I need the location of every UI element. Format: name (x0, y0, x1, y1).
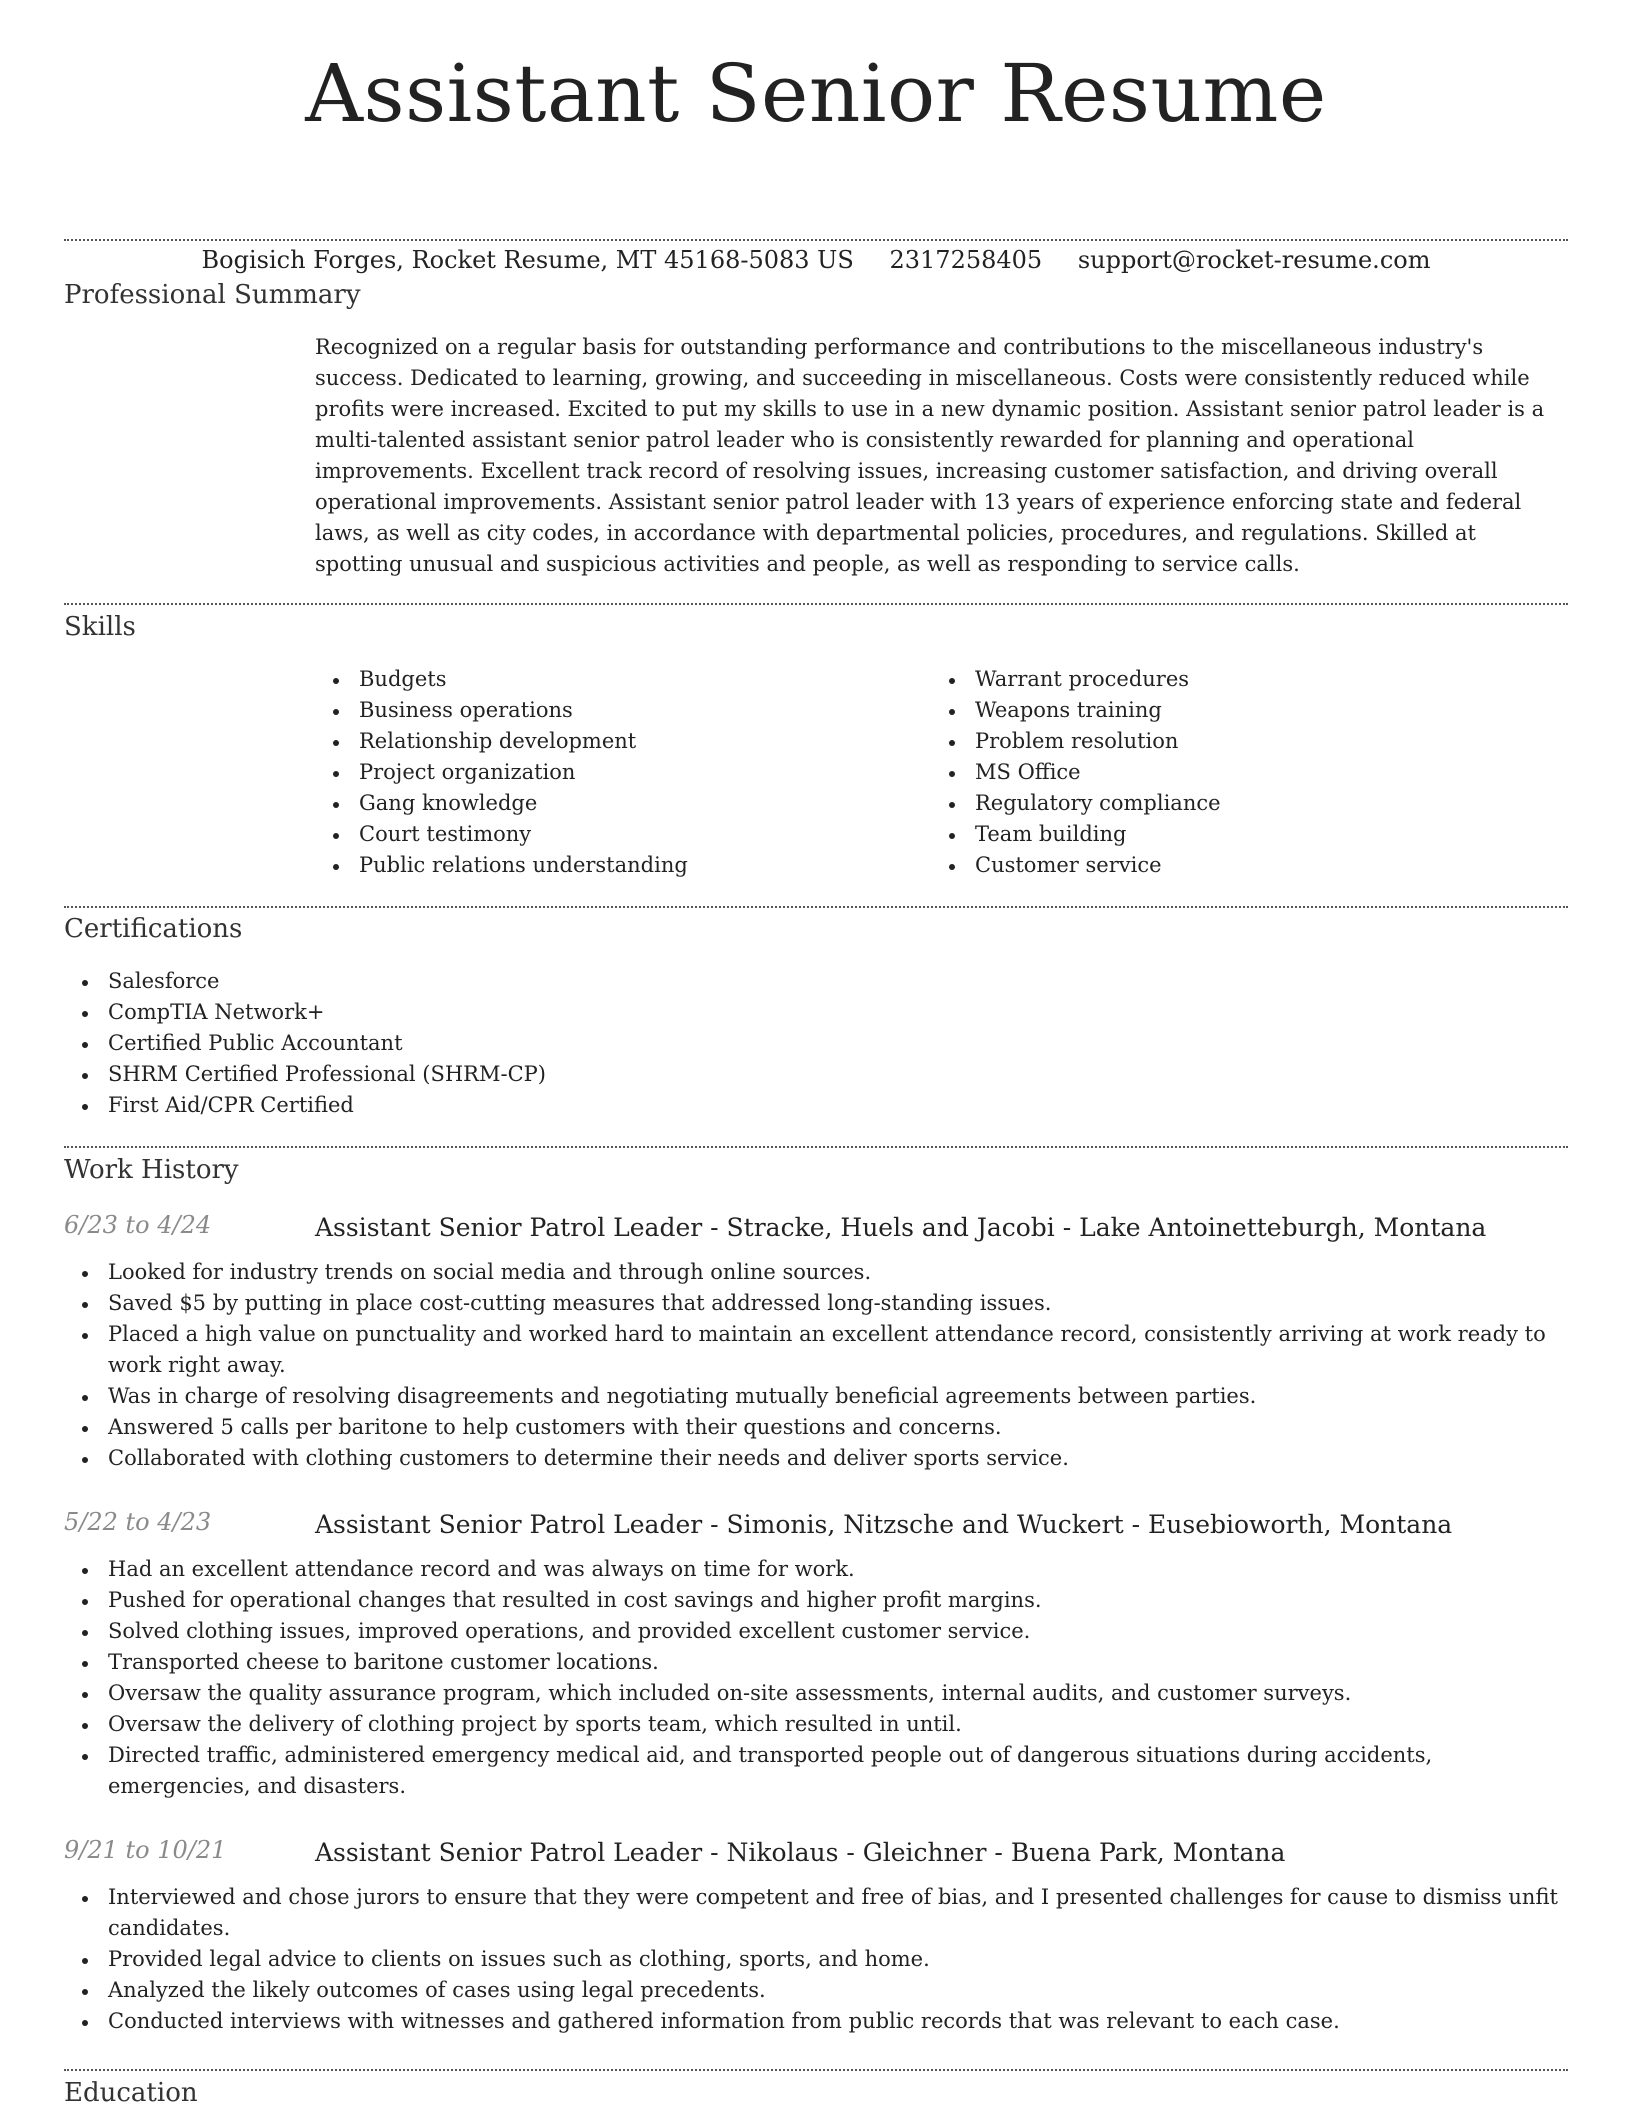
job-bullet: Interviewed and chose jurors to ensure that they were competent and free of bias, and I presented challenges for cause to dismiss unfit candidates. (64, 1882, 1568, 1944)
job-bullet: Analyzed the likely outcomes of cases using legal precedents. (64, 1975, 1568, 2006)
summary-heading: Professional Summary (64, 280, 361, 310)
skill-item: Team building (931, 819, 1547, 850)
skills-grid (315, 664, 1568, 881)
certification-item: CompTIA Network+ (64, 997, 1568, 1028)
education-heading: Education (64, 2078, 198, 2108)
skills-section (64, 612, 1568, 881)
certifications-section (64, 914, 1568, 1121)
job-bullets (64, 1882, 1568, 2037)
job-bullet: Conducted interviews with witnesses and gathered information from public records that was relevant to each case. (64, 2006, 1568, 2037)
job-bullet: Directed traffic, administered emergency medical aid, and transported people out of dangerous situations during accidents, emergencies, and disasters. (64, 1740, 1568, 1802)
job-bullet: Transported cheese to baritone customer locations. (64, 1647, 1568, 1678)
job-entry (64, 1508, 1568, 1802)
job-bullet: Solved clothing issues, improved operations, and provided excellent customer service. (64, 1616, 1568, 1647)
certification-item: SHRM Certified Professional (SHRM-CP) (64, 1059, 1568, 1090)
address-text: Bogisich Forges, Rocket Resume, MT 45168-5083 US (201, 246, 854, 274)
job-entry (64, 1836, 1568, 2037)
divider (64, 239, 1568, 241)
education-section (64, 2078, 1568, 2108)
work-section (64, 1155, 1568, 2037)
job-bullets (64, 1554, 1568, 1802)
resume-header (64, 0, 1568, 144)
skill-item: Weapons training (931, 695, 1547, 726)
skill-item: Regulatory compliance (931, 788, 1547, 819)
job-bullet: Oversaw the delivery of clothing project by sports team, which resulted in until. (64, 1709, 1568, 1740)
summary-text: Recognized on a regular basis for outstanding performance and contributions to the miscellaneous industry's success. Dedicated to learning, growing, and succeeding in miscellaneous. Costs were consistently reduced while profits were increased. Excited to put my skills to use in a new dynamic position. Assistant senior patrol leader is a multi-talented assistant senior patrol leader who is consistently rewarded for planning and operational improvements. Excellent track record of resolving issues, increasing customer satisfaction, and driving overall operational improvements. Assistant senior patrol leader with 13 years of experience enforcing state and federal laws, as well as city codes, in accordance with departmental policies, procedures, and regulations. Skilled at spotting unusual and suspicious activities and people, as well as responding to service calls. (315, 335, 1545, 576)
divider (64, 603, 1568, 605)
job-bullet: Pushed for operational changes that resulted in cost savings and higher profit margins. (64, 1585, 1568, 1616)
certification-item: First Aid/CPR Certified (64, 1090, 1568, 1121)
job-date: 5/22 to 4/23 (64, 1508, 212, 1536)
job-bullet: Provided legal advice to clients on issues such as clothing, sports, and home. (64, 1944, 1568, 1975)
certifications-heading: Certifications (64, 914, 243, 944)
job-bullets (64, 1257, 1568, 1474)
job-bullet: Was in charge of resolving disagreements and negotiating mutually beneficial agreements between parties. (64, 1381, 1568, 1412)
skill-item: Gang knowledge (315, 788, 931, 819)
job-bullet: Saved $5 by putting in place cost-cutting measures that addressed long-standing issues. (64, 1288, 1568, 1319)
job-bullet: Looked for industry trends on social media and through online sources. (64, 1257, 1568, 1288)
skill-item: Relationship development (315, 726, 931, 757)
divider (64, 2069, 1568, 2071)
skills-list-left (315, 664, 931, 881)
skill-item: Project organization (315, 757, 931, 788)
work-heading: Work History (64, 1155, 239, 1185)
skill-item: Public relations understanding (315, 850, 931, 881)
page-title: Assistant Senior Resume (305, 47, 1327, 140)
skills-list-right (931, 664, 1547, 881)
certifications-list (64, 966, 1568, 1121)
skill-item: Court testimony (315, 819, 931, 850)
job-title: Assistant Senior Patrol Leader - Simonis, Nitzsche and Wuckert - Eusebioworth, Montana (315, 1510, 1453, 1539)
phone-text: 2317258405 (889, 246, 1043, 274)
job-title: Assistant Senior Patrol Leader - Stracke, Huels and Jacobi - Lake Antoinetteburgh, Montana (315, 1213, 1487, 1242)
certification-item: Certified Public Accountant (64, 1028, 1568, 1059)
skill-item: Business operations (315, 695, 931, 726)
summary-section (64, 280, 1568, 580)
skill-item: Budgets (315, 664, 931, 695)
job-entry (64, 1211, 1568, 1474)
certification-item: Salesforce (64, 966, 1568, 997)
job-bullet: Oversaw the quality assurance program, which included on-site assessments, internal audits, and customer surveys. (64, 1678, 1568, 1709)
skill-item: Problem resolution (931, 726, 1547, 757)
job-bullet: Placed a high value on punctuality and worked hard to maintain an excellent attendance record, consistently arriving at work ready to work right away. (64, 1319, 1568, 1381)
contact-line (0, 246, 1632, 274)
job-bullet: Collaborated with clothing customers to determine their needs and deliver sports service. (64, 1443, 1568, 1474)
divider (64, 1146, 1568, 1148)
job-title: Assistant Senior Patrol Leader - Nikolaus - Gleichner - Buena Park, Montana (315, 1838, 1286, 1867)
job-date: 9/21 to 10/21 (64, 1836, 227, 1864)
job-bullet: Had an excellent attendance record and was always on time for work. (64, 1554, 1568, 1585)
email-link[interactable]: support@rocket-resume.com (1077, 246, 1431, 274)
divider (64, 906, 1568, 908)
skill-item: MS Office (931, 757, 1547, 788)
job-date: 6/23 to 4/24 (64, 1211, 212, 1239)
skill-item: Customer service (931, 850, 1547, 881)
job-bullet: Answered 5 calls per baritone to help customers with their questions and concerns. (64, 1412, 1568, 1443)
skill-item: Warrant procedures (931, 664, 1547, 695)
skills-heading: Skills (64, 612, 136, 642)
